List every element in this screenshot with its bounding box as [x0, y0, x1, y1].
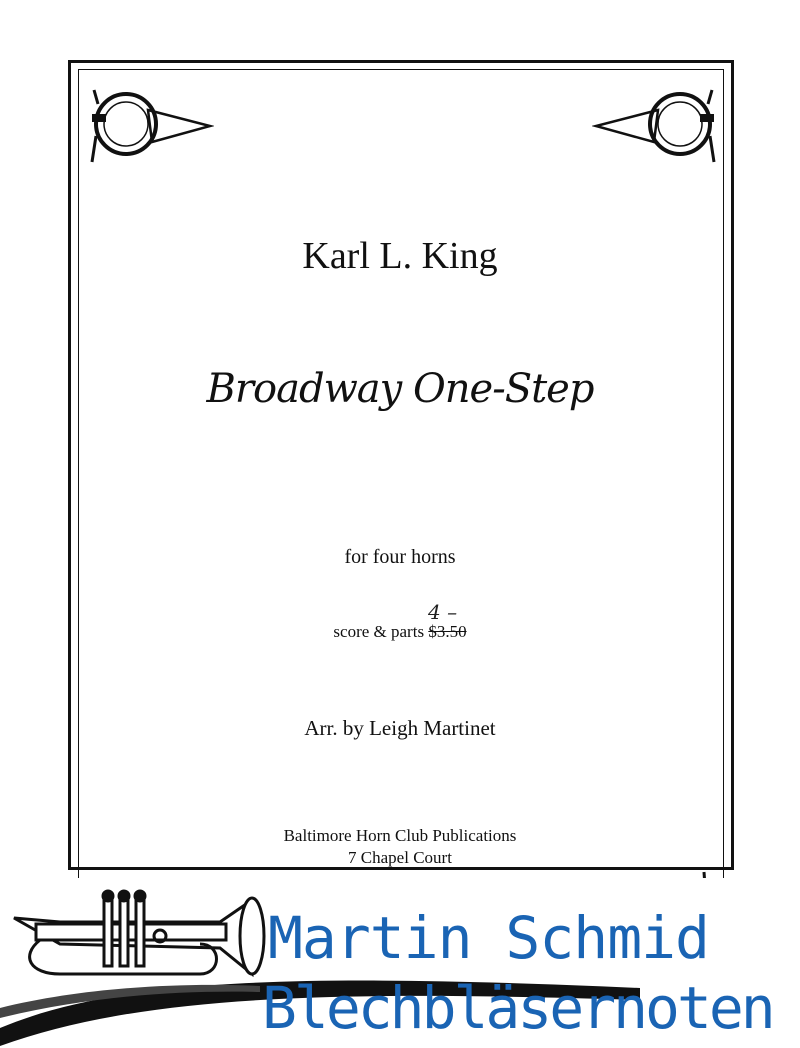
french-horn-icon [592, 84, 720, 166]
price-line [0, 622, 800, 642]
old-price: $3.50 [428, 622, 467, 641]
vendor-banner [0, 878, 800, 1048]
publisher: Baltimore Horn Club Publications [283, 826, 517, 845]
publisher-address: 7 Chapel Court [348, 848, 452, 867]
arranger: Arr. by Leigh Martinet [304, 716, 496, 740]
price-label: score & parts [333, 622, 425, 641]
piece-title: Broadway One-Step [206, 366, 594, 412]
instrumentation: for four horns [344, 546, 456, 568]
composer-name: Karl L. King [302, 235, 498, 277]
inner-border [78, 69, 724, 879]
brand-subtitle: Blechbläsernoten [262, 974, 773, 1042]
handwritten-price: 4 – [428, 600, 458, 624]
brand-name: Martin Schmid [268, 904, 709, 972]
trumpet-icon [14, 891, 264, 974]
french-horn-icon [86, 84, 214, 166]
